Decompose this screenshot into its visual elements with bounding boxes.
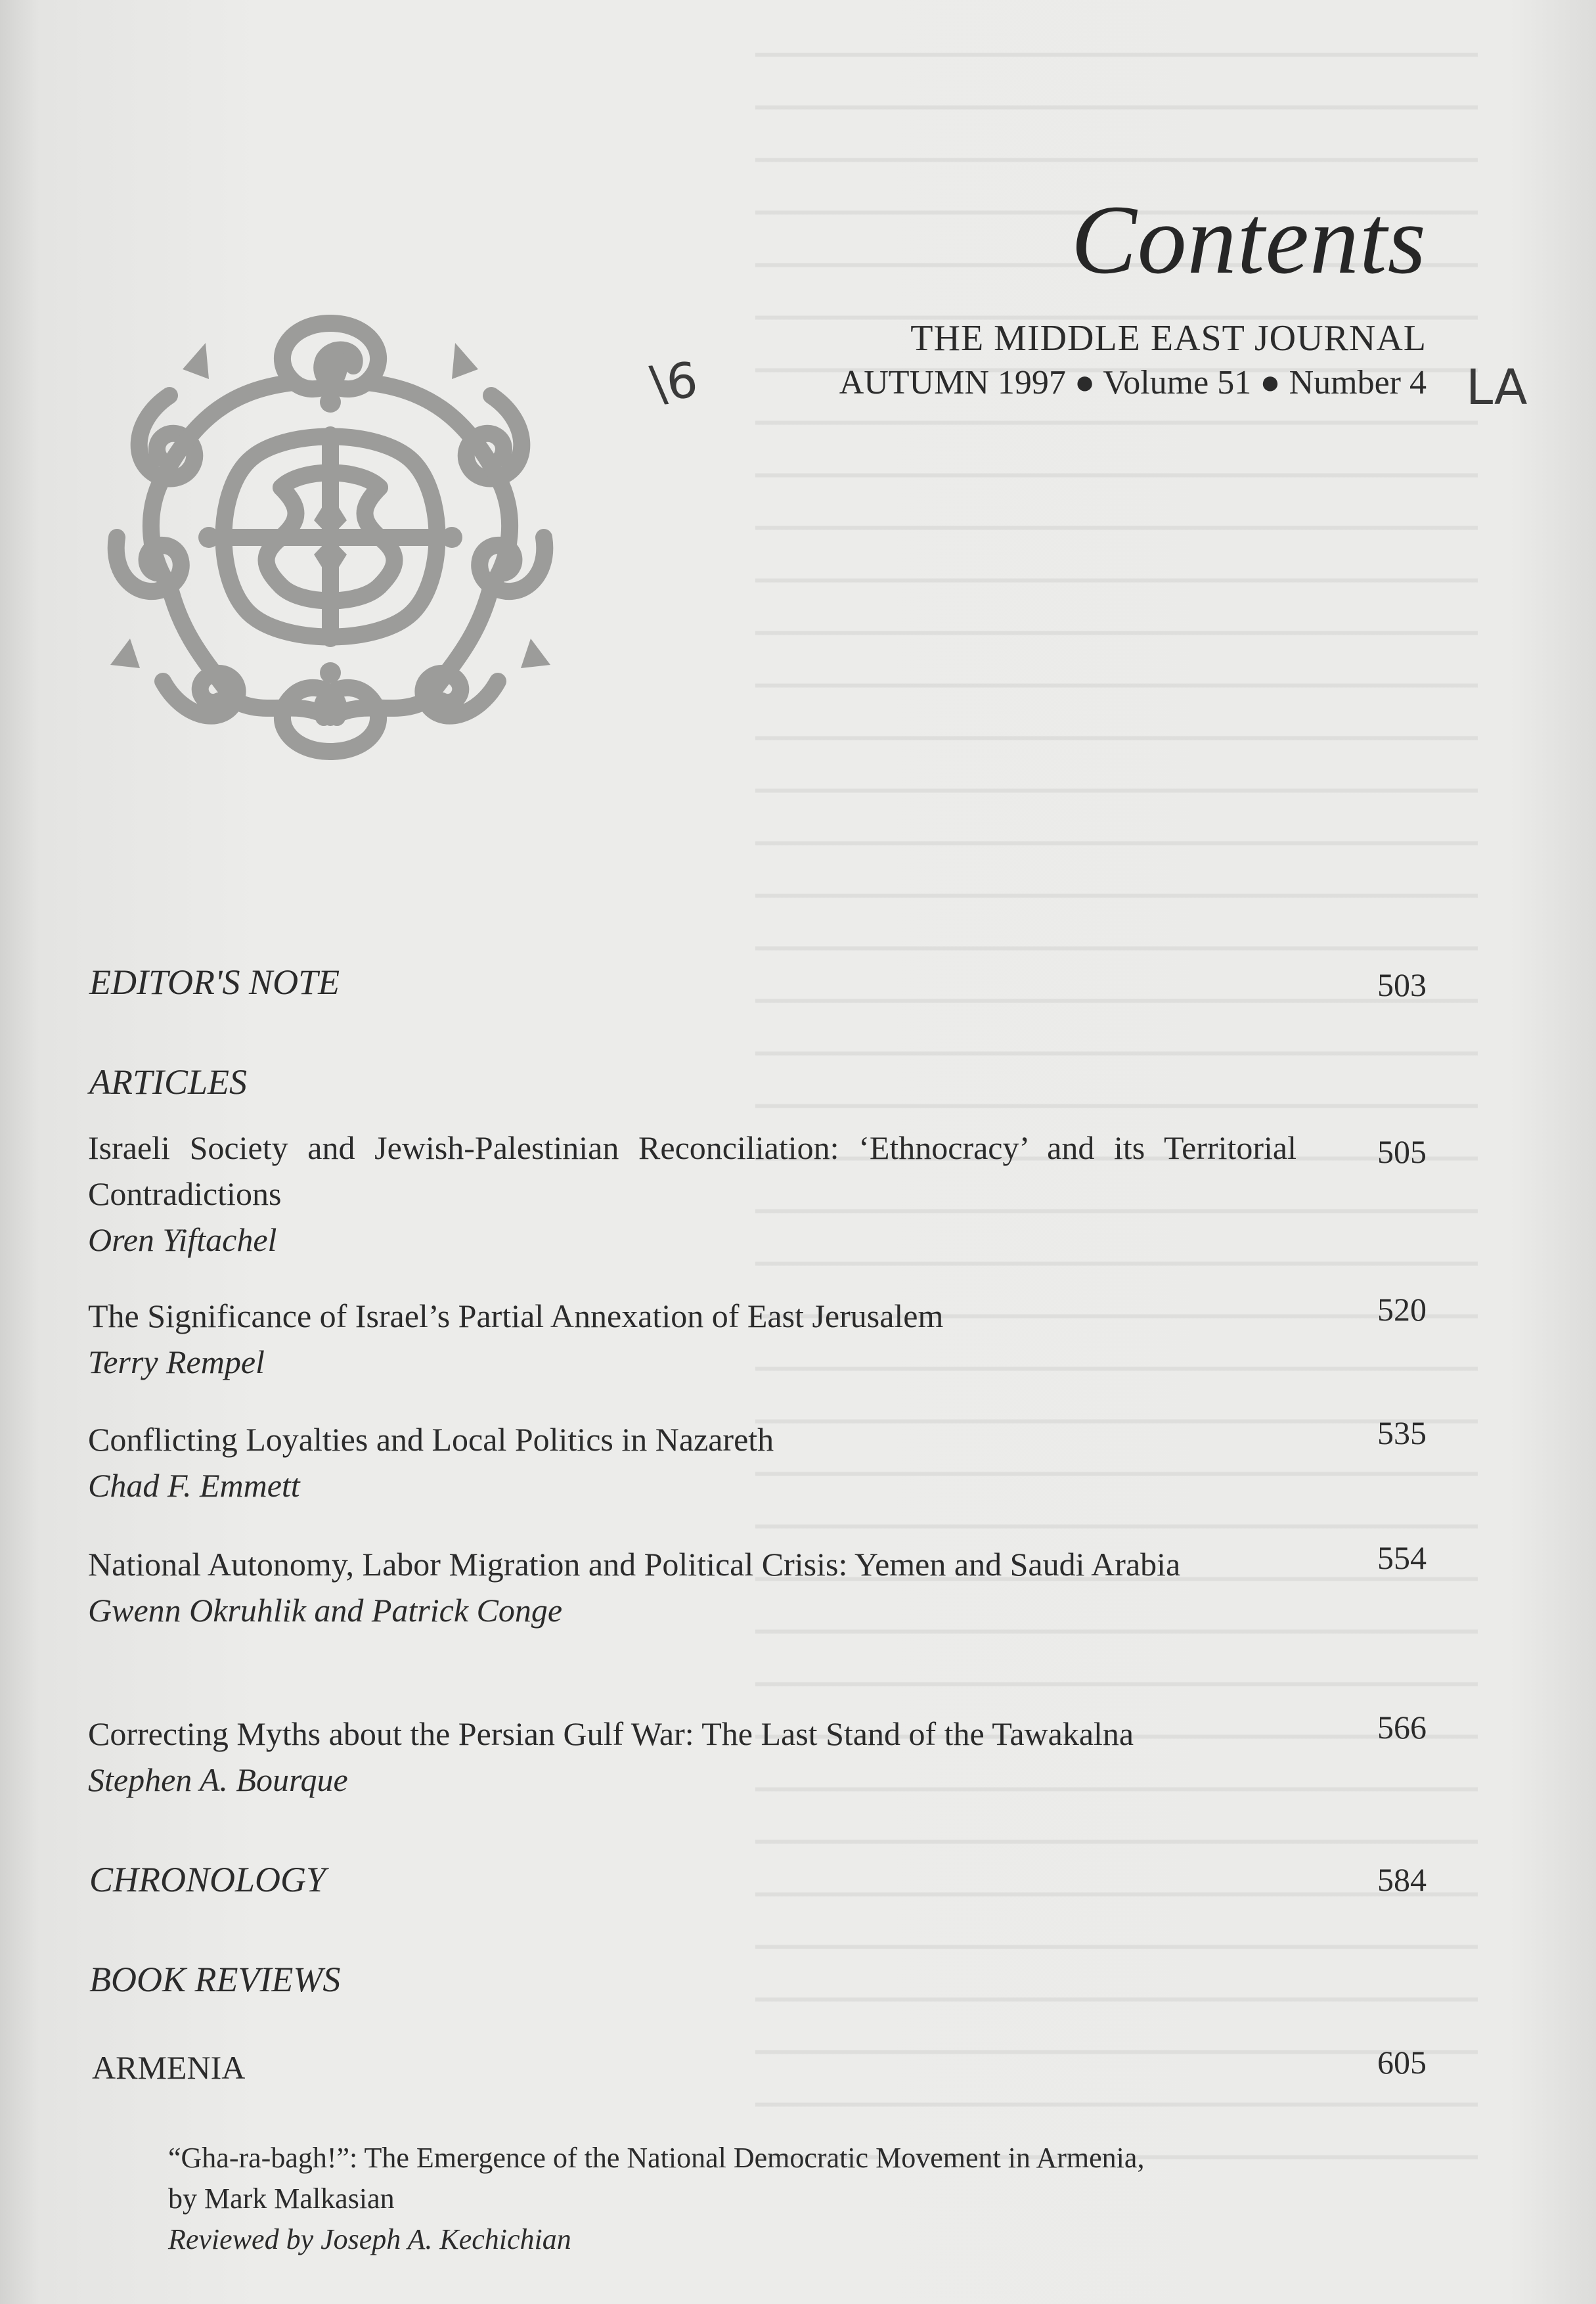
article-author: Terry Rempel <box>88 1344 265 1380</box>
article-title: Israeli Society and Jewish-Palestinian Reconciliation: ‘Ethnocracy’ and its Territorial Contradictions <box>88 1129 1297 1212</box>
arabesque-ornament-icon <box>84 297 577 778</box>
article-item <box>88 1293 1297 1385</box>
article-item <box>88 1541 1297 1633</box>
handwritten-mark-right: LA <box>1466 359 1528 416</box>
page-number-chronology: 584 <box>1377 1861 1427 1898</box>
subsection-armenia: ARMENIA <box>92 2049 246 2086</box>
article-author: Chad F. Emmett <box>88 1467 300 1504</box>
section-book-reviews: BOOK REVIEWS <box>89 1960 341 1999</box>
page-number-armenia: 605 <box>1377 2044 1427 2081</box>
book-author: by Mark Malkasian <box>168 2182 395 2215</box>
article-page-number: 554 <box>1377 1539 1427 1576</box>
section-editors-note: EDITOR'S NOTE <box>89 962 340 1002</box>
book-review-item <box>168 2138 1350 2260</box>
article-page-number: 505 <box>1377 1133 1427 1170</box>
article-page-number: 520 <box>1377 1291 1427 1328</box>
article-item <box>88 1416 1297 1508</box>
section-articles: ARTICLES <box>89 1062 248 1102</box>
article-author: Stephen A. Bourque <box>88 1761 348 1798</box>
issue-line: AUTUMN 1997 ● Volume 51 ● Number 4 <box>839 364 1427 401</box>
article-author: Gwenn Okruhlik and Patrick Conge <box>88 1592 563 1629</box>
article-page-number: 566 <box>1377 1709 1427 1746</box>
article-title: Correcting Myths about the Persian Gulf War: The Last Stand of the Tawakalna <box>88 1715 1134 1752</box>
article-title: The Significance of Israel’s Partial Annexation of East Jerusalem <box>88 1298 944 1334</box>
page-number-editors-note: 503 <box>1377 966 1427 1003</box>
handwritten-mark-left: \6 <box>647 351 701 413</box>
section-chronology: CHRONOLOGY <box>89 1860 326 1899</box>
book-reviewer: Reviewed by Joseph A. Kechichian <box>168 2223 571 2255</box>
article-page-number: 535 <box>1377 1414 1427 1451</box>
journal-name: THE MIDDLE EAST JOURNAL <box>910 318 1427 359</box>
article-item <box>88 1125 1297 1263</box>
article-title: National Autonomy, Labor Migration and Political Crisis: Yemen and Saudi Arabia <box>88 1546 1181 1583</box>
book-title: “Gha-ra-bagh!”: The Emergence of the National Democratic Movement in Armenia, <box>168 2142 1145 2174</box>
article-author: Oren Yiftachel <box>88 1221 277 1258</box>
article-item <box>88 1711 1297 1803</box>
page-title: Contents <box>1071 185 1427 294</box>
article-title: Conflicting Loyalties and Local Politics in Nazareth <box>88 1421 774 1458</box>
